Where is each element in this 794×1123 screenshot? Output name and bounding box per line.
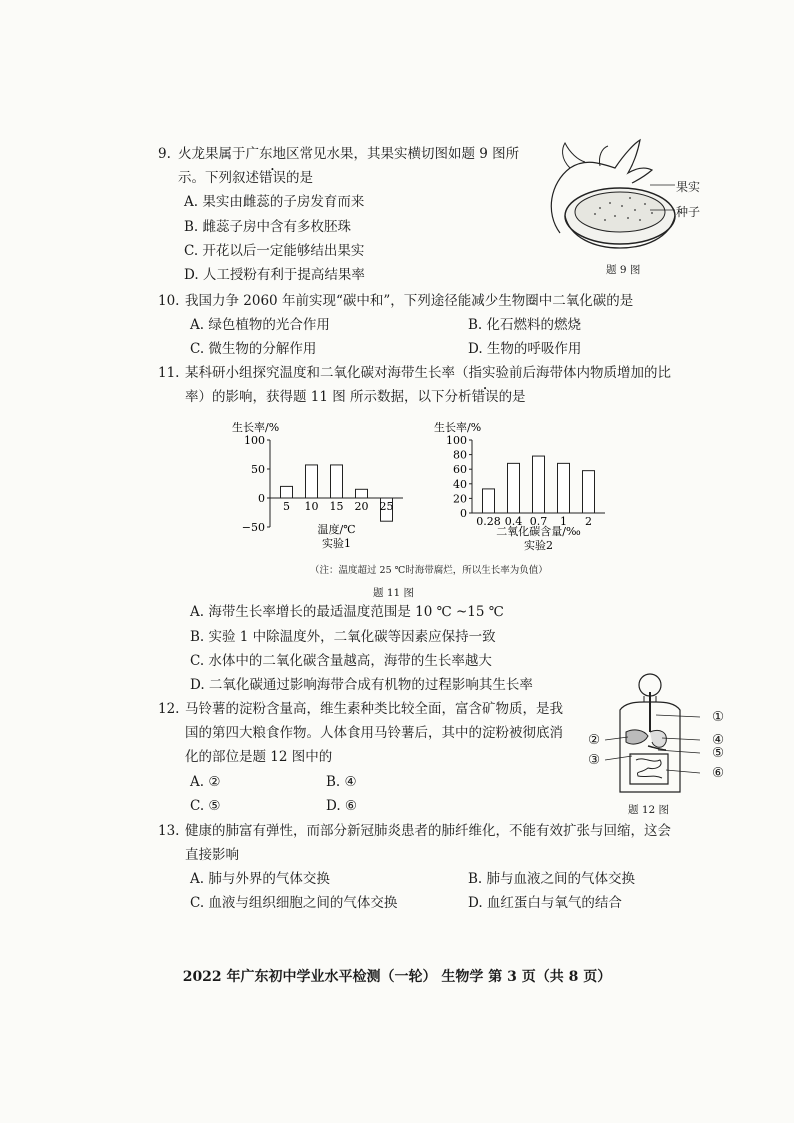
bar xyxy=(306,465,318,498)
q9-emphasis: 错误 xyxy=(259,170,286,186)
q13-number: 13. xyxy=(158,823,180,839)
y-tick-label: 80 xyxy=(453,448,467,462)
experiment1-chart xyxy=(230,415,420,555)
x-tick-label: 2 xyxy=(585,515,592,528)
q11-number: 11. xyxy=(158,365,180,381)
bar xyxy=(558,463,570,513)
q9-stem-line1: 火龙果属于广东地区常见水果，其果实横切图如题 9 图所 xyxy=(178,146,520,162)
y-axis-label: 生长率/% xyxy=(434,421,482,434)
q13-option-d: D. 血红蛋白与氧气的结合 xyxy=(468,895,622,911)
x-tick-label: 15 xyxy=(329,500,344,513)
y-tick-label: 0 xyxy=(258,492,265,505)
seed-label: 种子 xyxy=(676,205,701,219)
q9-option-d: D. 人工授粉有利于提高结果率 xyxy=(184,267,365,283)
q12-option-b: B. ④ xyxy=(326,774,357,790)
bar xyxy=(533,456,545,513)
q10-number: 10. xyxy=(158,293,180,309)
q12-option-a: A. ② xyxy=(190,774,221,790)
y-tick-label: 60 xyxy=(453,463,467,477)
organ-label-4: ④ xyxy=(712,732,725,748)
bar xyxy=(508,463,520,513)
organ-label-1: ① xyxy=(712,709,725,725)
q13-option-b: B. 肺与血液之间的气体交换 xyxy=(468,871,636,887)
chart-title: 实验1 xyxy=(322,537,351,550)
bar xyxy=(583,471,595,513)
x-tick-label: 1 xyxy=(560,515,567,528)
y-tick-label: 50 xyxy=(251,463,265,476)
q11-option-c: C. 水体中的二氧化碳含量越高，海带的生长率越大 xyxy=(190,653,492,669)
bar xyxy=(356,489,368,498)
y-tick-label: 20 xyxy=(453,492,467,506)
q9-option-a: A. 果实由雌蕊的子房发育而来 xyxy=(184,194,365,210)
organ-label-5: ⑤ xyxy=(712,745,725,761)
x-tick-label: 20 xyxy=(354,500,369,513)
q10-option-b: B. 化石燃料的燃烧 xyxy=(468,317,582,333)
q11-stem-line2: 率）的影响，获得题 11 图 所示数据，以下分析错误的是 xyxy=(185,389,526,405)
y-tick-label: 40 xyxy=(453,477,467,491)
chart-title: 实验2 xyxy=(524,539,553,552)
dragon-fruit-figure xyxy=(540,138,720,258)
organ-label-2: ② xyxy=(588,732,601,748)
bar xyxy=(331,465,343,498)
q12-stem-line3: 化的部位是题 12 图中的 xyxy=(185,749,333,765)
x-tick-label: 10 xyxy=(304,500,319,513)
q11-option-d: D. 二氧化碳通过影响海带合成有机物的过程影响其生长率 xyxy=(190,677,533,693)
digestive-system-figure xyxy=(600,670,710,800)
organ-label-6: ⑥ xyxy=(712,765,725,781)
q11-stem-line1: 某科研小组探究温度和二氧化碳对海带生长率（指实验前后海带体内物质增加的比 xyxy=(185,365,671,381)
x-tick-label: 0.7 xyxy=(529,515,548,528)
q9-option-c: C. 开花以后一定能够结出果实 xyxy=(184,243,365,259)
q12-stem-line1: 马铃薯的淀粉含量高，维生素种类比较全面，富含矿物质，是我 xyxy=(185,701,563,717)
q13-option-a: A. 肺与外界的气体交换 xyxy=(190,871,330,887)
y-axis-label: 生长率/% xyxy=(232,421,280,434)
q11-note: （注：温度超过 25 ℃时海带腐烂，所以生长率为负值） xyxy=(310,565,548,576)
experiment2-chart xyxy=(432,415,622,555)
q9-option-b: B. 雌蕊子房中含有多枚胚珠 xyxy=(184,219,352,235)
x-tick-label: 25 xyxy=(379,500,394,513)
figure11-caption: 题 11 图 xyxy=(373,587,415,599)
q10-option-d: D. 生物的呼吸作用 xyxy=(468,341,582,357)
x-axis-label: 二氧化碳含量/‰ xyxy=(496,525,581,538)
q13-stem-line1: 健康的肺富有弹性，而部分新冠肺炎患者的肺纤维化，不能有效扩张与回缩，这会 xyxy=(185,823,671,839)
q11-option-a: A. 海带生长率增长的最适温度范围是 10 ℃ ~15 ℃ xyxy=(190,604,504,620)
figure9-caption: 题 9 图 xyxy=(606,264,641,276)
bar xyxy=(483,489,495,513)
x-tick-label: 0.4 xyxy=(504,515,523,528)
q13-stem-line2: 直接影响 xyxy=(185,847,239,863)
organ-label-3: ③ xyxy=(588,752,601,768)
q10-option-a: A. 绿色植物的光合作用 xyxy=(190,317,330,333)
x-axis-label: 温度/℃ xyxy=(317,523,356,536)
q10-stem: 我国力争 2060 年前实现“碳中和”，下列途径能减少生物圈中二氧化碳的是 xyxy=(185,293,634,309)
figure12-caption: 题 12 图 xyxy=(628,804,670,816)
q12-number: 12. xyxy=(158,701,180,717)
y-tick-label: 100 xyxy=(446,434,467,447)
q11-option-b: B. 实验 1 中除温度外，二氧化碳等因素应保持一致 xyxy=(190,629,496,645)
x-tick-label: 0.28 xyxy=(476,515,501,528)
fruit-label: 果实 xyxy=(676,180,701,194)
y-tick-label: −50 xyxy=(241,521,265,534)
x-tick-label: 5 xyxy=(283,500,290,513)
q13-option-c: C. 血液与组织细胞之间的气体交换 xyxy=(190,895,398,911)
q12-stem-line2: 国的第四大粮食作物。人体食用马铃薯后，其中的淀粉被彻底消 xyxy=(185,725,563,741)
q12-option-c: C. ⑤ xyxy=(190,798,221,814)
y-tick-label: 0 xyxy=(460,507,467,520)
page-footer: 2022 年广东初中学业水平检测（一轮） 生物学 第 3 页（共 8 页） xyxy=(182,969,612,985)
y-tick-label: 100 xyxy=(244,434,265,447)
bar xyxy=(281,486,293,498)
q9-number: 9. xyxy=(158,146,171,162)
q10-option-c: C. 微生物的分解作用 xyxy=(190,341,317,357)
q11-emphasis: 错误 xyxy=(471,389,499,405)
q12-option-d: D. ⑥ xyxy=(326,798,358,814)
q9-stem-line2: 示。下列叙述错误的是 xyxy=(178,170,313,186)
